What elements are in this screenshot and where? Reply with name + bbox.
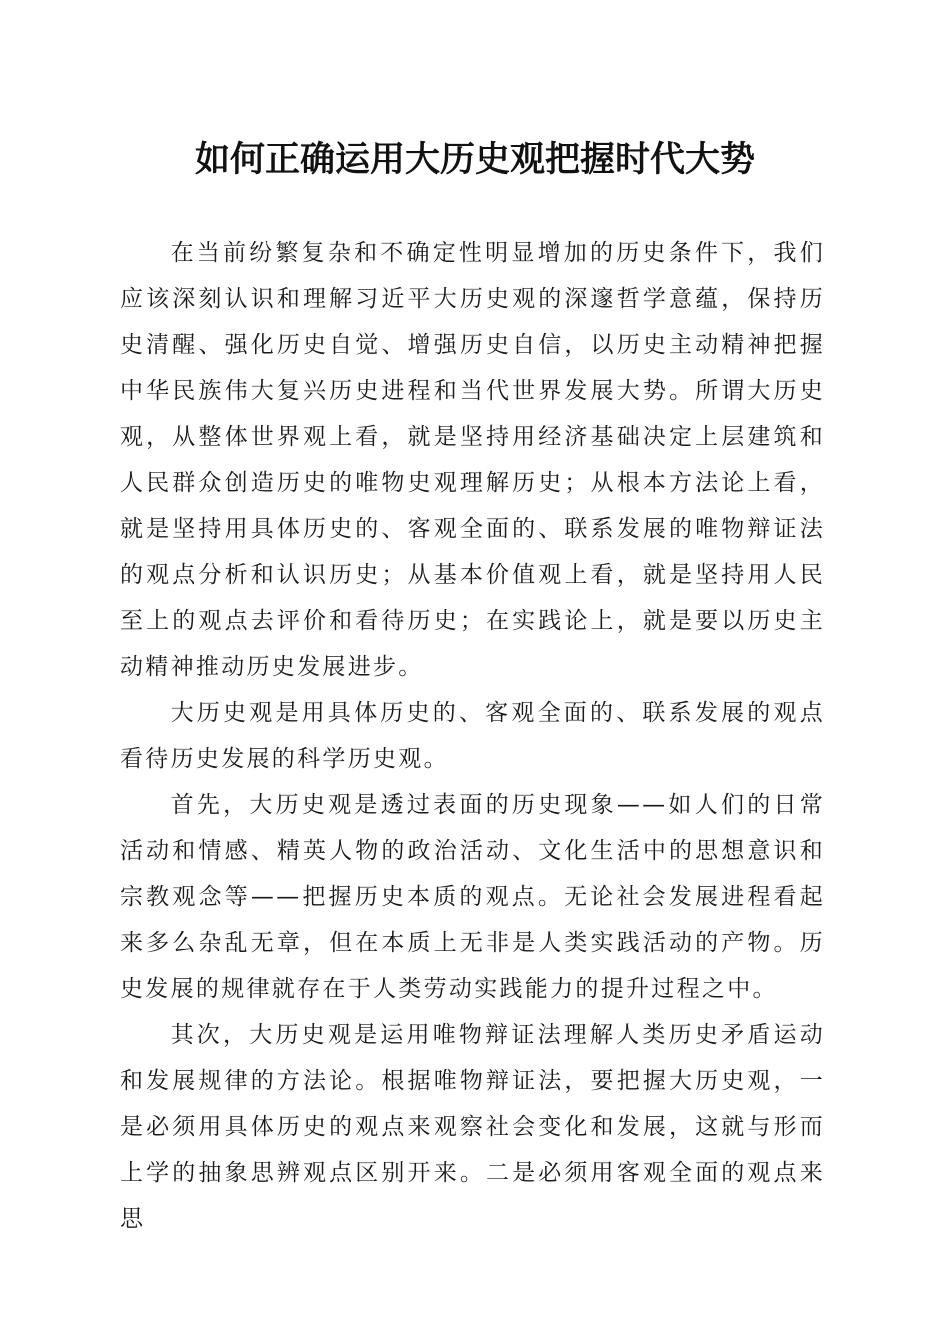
document-body bbox=[120, 230, 825, 1242]
document-title: 如何正确运用大历史观把握时代大势 bbox=[194, 139, 755, 180]
paragraph-1: 在当前纷繁复杂和不确定性明显增加的历史条件下，我们应该深刻认识和理解习近平大历史观的深邃哲学意蕴，保持历史清醒、强化历史自觉、增强历史自信，以历史主动精神把握中华民族伟大复兴历史进程和当代世界发展大势。所谓大历史观，从整体世界观上看，就是坚持用经济基础决定上层建筑和人民群众创造历史的唯物史观理解历史；从根本方法论上看，就是坚持用具体历史的、客观全面的、联系发展的唯物辩证法的观点分析和认识历史；从基本价值观上看，就是坚持用人民至上的观点去评价和看待历史；在实践论上，就是要以历史主动精神推动历史发展进步。 bbox=[120, 240, 825, 680]
paragraph-2: 大历史观是用具体历史的、客观全面的、联系发展的观点看待历史发展的科学历史观。 bbox=[120, 700, 825, 772]
paragraph-4: 其次，大历史观是运用唯物辩证法理解人类历史矛盾运动和发展规律的方法论。根据唯物辩证法，要把握大历史观，一是必须用具体历史的观点来观察社会变化和发展，这就与形而上学的抽象思辨观点区别开来。二是必须用客观全面的观点来思 bbox=[120, 1022, 825, 1232]
paragraph-3: 首先，大历史观是透过表面的历史现象——如人们的日常活动和情感、精英人物的政治活动、文化生活中的思想意识和宗教观念等——把握历史本质的观点。无论社会发展进程看起来多么杂乱无章，但在本质上无非是人类实践活动的产物。历史发展的规律就存在于人类劳动实践能力的提升过程之中。 bbox=[120, 792, 825, 1002]
